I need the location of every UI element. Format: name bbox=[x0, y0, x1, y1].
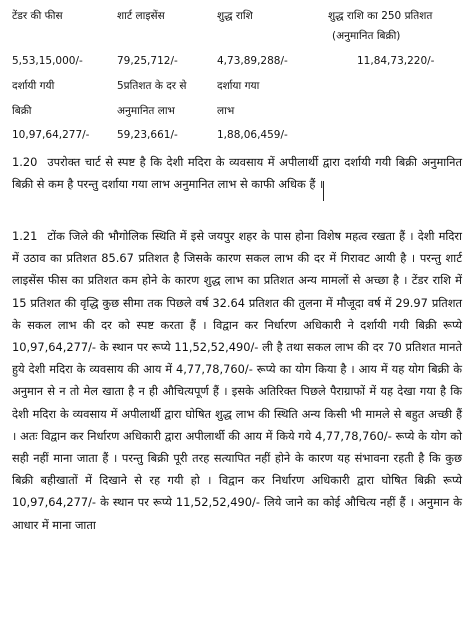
paragraph-number: 1.20 bbox=[12, 155, 38, 169]
table-label-estimated-profit-line2: अनुमानित लाभ bbox=[117, 105, 175, 117]
table-header-net-250-percent: शुद्ध राशि का 250 प्रतिशत bbox=[328, 10, 433, 22]
paragraph-1-20 bbox=[12, 151, 462, 195]
paragraph-text: उपरोक्त चार्ट से स्पष्ट है कि देशी मदिरा के व्यवसाय में अपीलार्थी द्वारा दर्शायी गयी बिक्री अनुमानित बिक्री से कम है परन्तु दर्शाया गया लाभ अनुमानित लाभ से काफी अधिक हैं । bbox=[12, 155, 462, 192]
paragraph-number: 1.21 bbox=[12, 229, 38, 243]
table-label-shown-profit-line1: दर्शाया गया bbox=[217, 80, 260, 92]
table-header-short-license: शार्ट लाइसेंस bbox=[117, 10, 165, 22]
table-cell-estimated-sales-value: 11,84,73,220/- bbox=[357, 55, 435, 67]
table-label-shown-sales-line1: दर्शायी गयी bbox=[12, 80, 55, 92]
table-cell-shown-profit-value: 1,88,06,459/- bbox=[217, 129, 288, 141]
table-label-shown-profit-line2: लाभ bbox=[217, 105, 235, 117]
paragraph-1-21 bbox=[12, 225, 462, 536]
table-cell-short-license-value: 79,25,712/- bbox=[117, 55, 178, 67]
table-label-shown-sales-line2: बिक्री bbox=[12, 105, 32, 117]
text-cursor bbox=[323, 181, 324, 201]
paragraph-text: टोंक जिले की भौगोलिक स्थिति में इसे जयपुर शहर के पास होना विशेष महत्व रखता हैं । देशी मदिरा में उठाव का प्रतिशत 85.67 प्रतिशत है जिसके कारण सकल लाभ की दर में गिरावट आयी है । परन्तु शार्ट लाइसेंस फीस का प्रतिशत कम होने के कारण शुद्ध लाभ का प्रतिशत अन्य मामलों से अच्छा है । टेंडर राशि में 15 प्रतिशत की वृद्धि कुछ सीमा तक पिछले वर्ष 32.64 प्रतिशत की तुलना में मौजूदा वर्ष में 29.97 प्रतिशत के सकल लाभ की दर को स्पष्ट करता हैं । विद्वान कर निर्धारण अधिकारी ने दर्शायी गयी बिक्री रूप्ये 10,97,64,277/- के स्थान पर रूप्ये 11,52,52,490/- ली है तथा सकल लाभ की दर 70 प्रतिशत मानते हुये देशी मदिरा के व्यवसाय की आय में 4,77,78,760/- रूप्ये का योग किया है । आय में यह योग बिक्री के अनुमान से न तो मेल खाता है न ही औचित्यपूर्ण हैं । इसके अतिरिक्त पिछले पैराग्राफों में यह देखा गया है कि देशी मदिरा के व्यवसाय में अपीलार्थी द्वारा घोषित शुद्ध लाभ की स्थिति अन्य किसी भी मामले से बहुत अच्छी हैं । अतः विद्वान कर निर्धारण अधिकारी द्वारा अपीलार्थी की आय में किये गये 4,77,78,760/- रूप्ये के योग को सही नहीं माना जाता हैं । परन्तु बिक्री पूरी तरह सत्यापित नहीं होने के कारण यह संभावना रहती है कि कुछ बिक्री बहीखातों में दिखाने से रह गयी हो । विद्वान कर निर्धारण अधिकारी द्वारा घोषित बिक्री रूप्ये 10,97,64,277/- के स्थान पर रूप्ये 11,52,52,490/- लिये जाने का कोई औचित्य नहीं हैं । अनुमान के आधार में माना जाता bbox=[12, 229, 462, 532]
table-label-estimated-profit-line1: 5प्रतिशत के दर से bbox=[117, 80, 187, 92]
table-cell-tender-fee-value: 5,53,15,000/- bbox=[12, 55, 83, 67]
table-header-tender-fee: टेंडर की फीस bbox=[12, 10, 63, 22]
table-cell-net-amount-value: 4,73,89,288/- bbox=[217, 55, 288, 67]
table-header-estimated-sales: (अनुमानित बिक्री) bbox=[332, 30, 401, 42]
table-header-net-amount: शुद्ध राशि bbox=[217, 10, 253, 22]
table-cell-estimated-profit-value: 59,23,661/- bbox=[117, 129, 178, 141]
table-cell-shown-sales-value: 10,97,64,277/- bbox=[12, 129, 90, 141]
